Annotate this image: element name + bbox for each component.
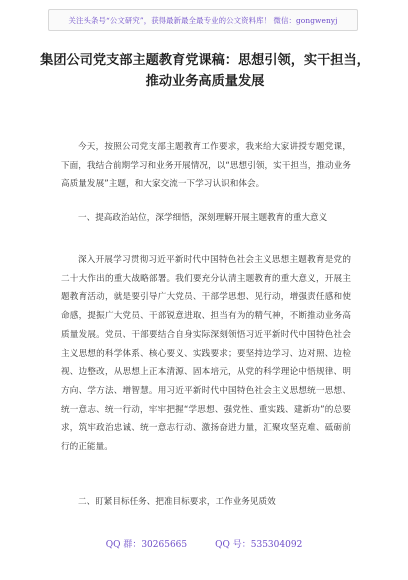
promo-banner-text: 关注头条号“公文研究”，获得最新最全最专业的公文资料库！ 微信：gongwenyj [68,15,338,25]
section-heading-1: 一、提高政治站位，深学细悟，深刻理解开展主题教育的重大意义 [78,213,328,223]
intro-paragraph: 今天，按照公司党支部主题教育工作要求，我来给大家讲授专题党课，下面，我结合前期学习和业务开展情况，以“思想引领，实干担当，推动业务高质量发展”主题，和大家交流一下学习认识和体会。 [61,142,351,190]
section-heading-2: 二、盯紧目标任务、把准目标要求，工作业务见质效 [78,497,276,507]
document-title: 集团公司党支部主题教育党课稿：思想引领，实干担当，推动业务高质量发展 [40,53,370,89]
section-1-paragraph: 深入开展学习贯彻习近平新时代中国特色社会主义思想主题教育是党的二十大作出的重大战略部署。我们要充分认清主题教育的重大意义，开展主题教育活动，就是要引导广大党员、干部学思想、见行动，增强责任感和使命感，提振广大党员、干部锐意进取、担当有为的精气神，不断推动业务高质量发展。党员、干部要结合自身实际深刻领悟习近平新时代中国特色社会主义思想的科学体系、核心要义、实践要求；要坚持边学习、边对照、边检视、边整改，从思想上正本清源、固本培元，从党的科学理论中悟规律、明方向、学方法、增智慧。用习近平新时代中国特色社会主义思想统一思想、统一意志、统一行动，牢牢把握“学思想、强党性、重实践、建新功”的总要求，筑牢政治忠诚、统一意志行动、激扬奋进力量，汇聚攻坚克难、砥砺前行的正能量。 [61,255,351,453]
qq-group-label: QQ 群：30265665 [105,540,188,550]
footer-contact [0,537,408,551]
qq-number-label: QQ 号：535304092 [215,540,303,550]
promo-banner [48,9,358,31]
